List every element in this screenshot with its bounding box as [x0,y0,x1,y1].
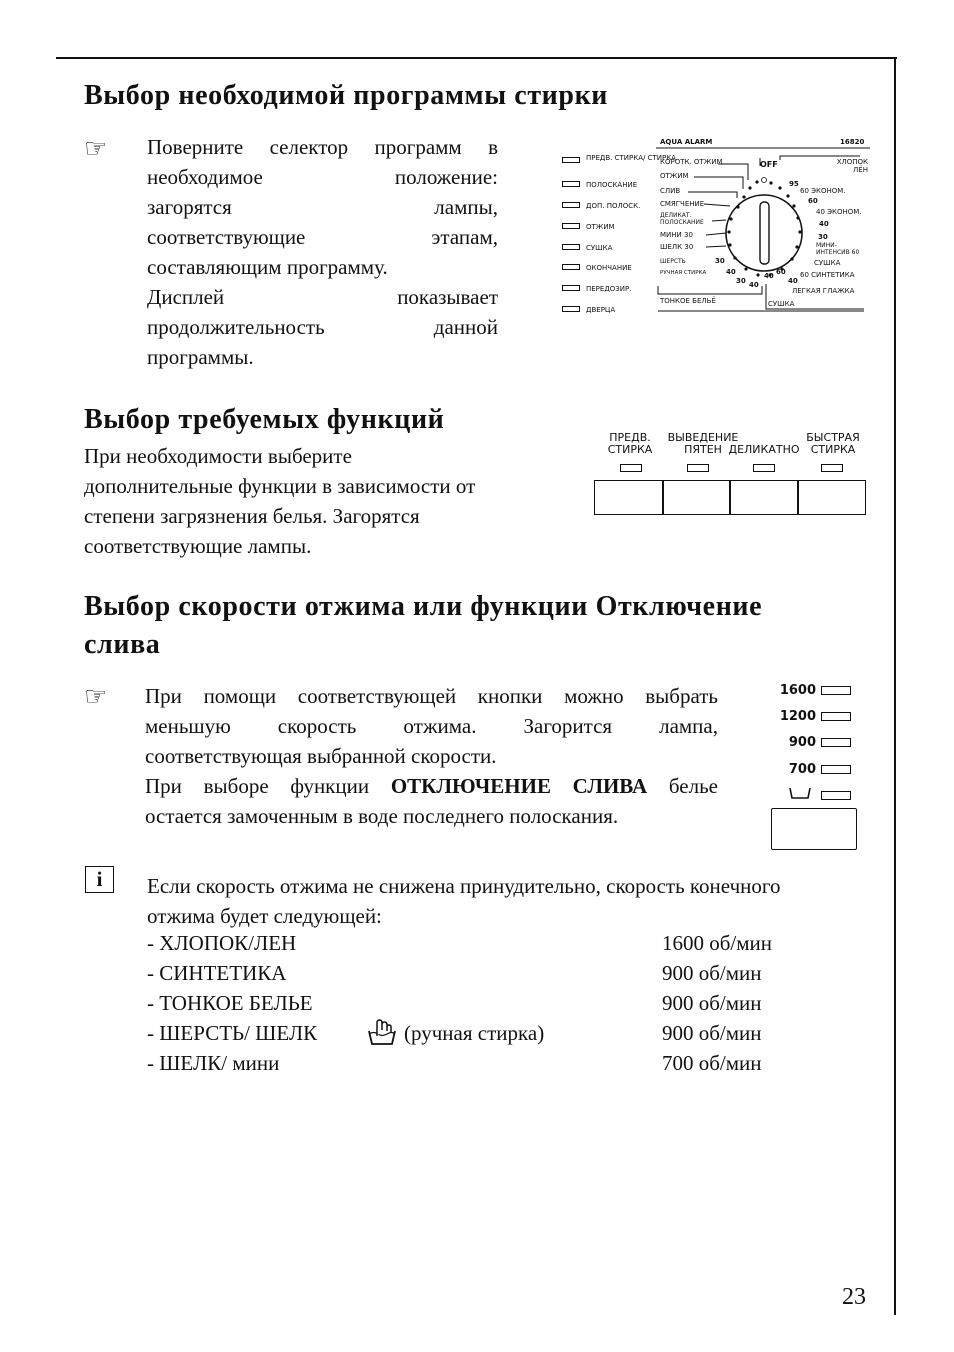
text-line: продолжительность данной [147,315,498,339]
dial-program-label: ШЕРСТЬ [660,258,686,265]
spec-spin-value: 900 об/мин [662,1021,762,1045]
function-label: ВЫВЕДЕНИЕ ПЯТЕН [667,431,739,456]
pointing-hand-icon: ☞ [84,682,108,712]
frame-right-rule [894,57,896,1315]
spin-speed-panel [766,676,866,856]
dial-temp-label: 30 [715,257,725,265]
spec-spin-value: 700 об/мин [662,1051,762,1075]
rinse-hold-lamp [821,791,851,800]
text-line: необходимое положение: [147,165,498,189]
spec-program-name: - ХЛОПОК/ЛЕН [147,931,297,955]
dial-bottom-label: ТОНКОЕ БЕЛЬЁ [660,297,716,305]
dial-program-label: 40 ЭКОНОМ. [816,208,862,216]
indicator-label: ПРЕДВ. СТИРКА/ СТИРКА [586,154,676,162]
dial-program-label: МИНИ 30 [660,231,693,239]
function-buttons-panel [590,410,870,520]
dial-program-label: ОТЖИМ [660,172,689,180]
indicator-label: ДОП. ПОЛОСК. [586,202,641,210]
emphasized-text: ОТКЛЮЧЕНИЕ СЛИВА [390,774,648,798]
dial-temp-label: 60 [808,197,818,205]
indicator-lamp [562,306,580,312]
indicator-lamp [562,202,580,208]
dial-temp-label: 40 [819,220,829,228]
indicator-label: ОТЖИМ [586,223,615,231]
indicator-label: ОКОНЧАНИЕ [586,264,632,272]
dial-off-label: OFF [760,160,778,169]
section1-title: Выбор необходимой программы стирки [84,80,609,111]
indicator-label: ПОЛОСКАНИЕ [586,181,638,189]
text-line: остается замоченным в воде последнего полоскания. [145,804,619,828]
dial-program-label: 60 СИНТЕТИКА [800,271,855,279]
text-fragment: При выборе функции [145,774,391,798]
text-line: дополнительные функции в зависимости от [84,474,476,498]
hand-wash-icon [366,1017,398,1047]
section3-paragraph [145,681,718,831]
section3-title-line1: Выбор скорости отжима или функции Отключение [84,591,763,622]
text-line: соответствующие лампы. [84,534,312,558]
spec-spin-value: 900 об/мин [662,961,762,985]
spec-program-name: - ШЕРСТЬ/ ШЕЛК [147,1021,318,1045]
speed-label: 1200 [779,709,816,724]
text-line: загорятся лампы, [147,195,498,219]
dial-temp-label: 40 [788,277,798,285]
dial-program-label: 60 ЭКОНОМ. [800,187,846,195]
dial-temp-label: 95 [789,180,799,188]
text-line: соответствующие этапам, [147,225,498,249]
speed-lamp [821,712,851,721]
button-divider [797,481,799,514]
indicator-lamp [562,157,580,163]
dial-program-label: КОРОТК. ОТЖИМ [660,158,723,166]
spec-spin-value: 1600 об/мин [662,931,773,955]
text-line: При необходимости выберите [84,444,352,468]
dial-temp-label: 60 [776,268,786,276]
text-line: При помощи соответствующей кнопки можно выбрать [145,684,718,708]
page-number: 23 [842,1284,866,1310]
dial-program-label: ДЕЛИКАТ. ПОЛОСКАНИЕ [660,212,704,226]
function-label: ПРЕДВ. СТИРКА [607,431,653,456]
model-label: 16820 [840,138,865,146]
function-button-strip[interactable] [594,480,866,515]
section2-title: Выбор требуемых функций [84,404,445,435]
spec-program-suffix: (ручная стирка) [404,1021,545,1045]
brand-label: AQUA ALARM [660,138,713,146]
text-line: степени загрязнения белья. Загорятся [84,504,420,528]
spec-spin-value: 900 об/мин [662,991,762,1015]
dial-program-label: ШЕЛК 30 [660,243,694,251]
dial-temp-label: 30 [818,233,828,241]
function-label: ДЕЛИКАТНО [728,443,800,456]
dial-program-label: СМЯГЧЕНИЕ [660,200,705,208]
section2-paragraph [84,441,554,561]
dial-temp-label: 40 [726,268,736,276]
dial-program-label: РУЧНАЯ СТИРКА [660,270,707,276]
info-icon: i [85,866,114,893]
dial-program-label: ХЛОПОК ЛЁН [836,158,868,174]
button-divider [662,481,664,514]
frame-top-rule [56,57,897,59]
info-intro [147,871,887,931]
text-line: Если скорость отжима не снижена принудительно, скорость конечного [147,874,781,898]
indicator-lamp [562,244,580,250]
dial-temp-label: 30 [736,277,746,285]
indicator-lamp [562,264,580,270]
dial-temp-label: 40 [764,272,774,280]
dial-program-label: СЛИВ [660,187,681,195]
section3-title-line2: слива [84,629,161,660]
function-lamp [821,464,843,472]
spec-program-name: - ШЕЛК/ мини [147,1051,280,1075]
speed-lamp [821,738,851,747]
text-line: Дисплей показывает [147,285,498,309]
speed-lamp [821,686,851,695]
speed-lamp [821,765,851,774]
text-line: Поверните селектор программ в [147,135,498,159]
button-divider [729,481,731,514]
text-line: отжима будет следующей: [147,904,382,928]
section1-paragraph [147,132,498,372]
spec-program-name: - ТОНКОЕ БЕЛЬЕ [147,991,313,1015]
dial-temp-label: 40 [749,281,759,289]
text-fragment: белье [647,774,718,798]
indicator-label: СУШКА [586,244,613,252]
speed-label: 700 [788,762,816,777]
spec-program-name: - СИНТЕТИКА [147,961,287,985]
dial-program-label: МИНИ- ИНТЕНСИВ 60 [816,242,860,256]
function-label: БЫСТРАЯ СТИРКА [806,431,860,456]
dial-bottom-label: СУШКА [768,300,795,308]
text-line: программы. [147,345,254,369]
function-lamp [687,464,709,472]
indicator-lamp [562,223,580,229]
function-lamp [620,464,642,472]
speed-label: 900 [788,735,816,750]
indicator-lamp [562,285,580,291]
text-line: меньшую скорость отжима. Загорится лампа, [145,714,718,738]
dial-program-label: ЛЕГКАЯ ГЛАЖКА [792,287,855,295]
spin-speed-button[interactable] [771,808,857,850]
text-line: составляющим программу. [147,255,388,279]
speed-label: 1600 [779,683,816,698]
indicator-label: ДВЕРЦА [586,306,616,314]
text-line [145,771,718,801]
indicator-label: ПЕРЕДОЗИР. [586,285,632,293]
text-line: соответствующая выбранной скорости. [145,744,497,768]
program-selector-panel [556,130,870,320]
dial-program-label: СУШКА [814,259,841,267]
rinse-hold-icon [788,786,812,800]
pointing-hand-icon: ☞ [84,134,108,164]
function-lamp [753,464,775,472]
indicator-lamp [562,181,580,187]
